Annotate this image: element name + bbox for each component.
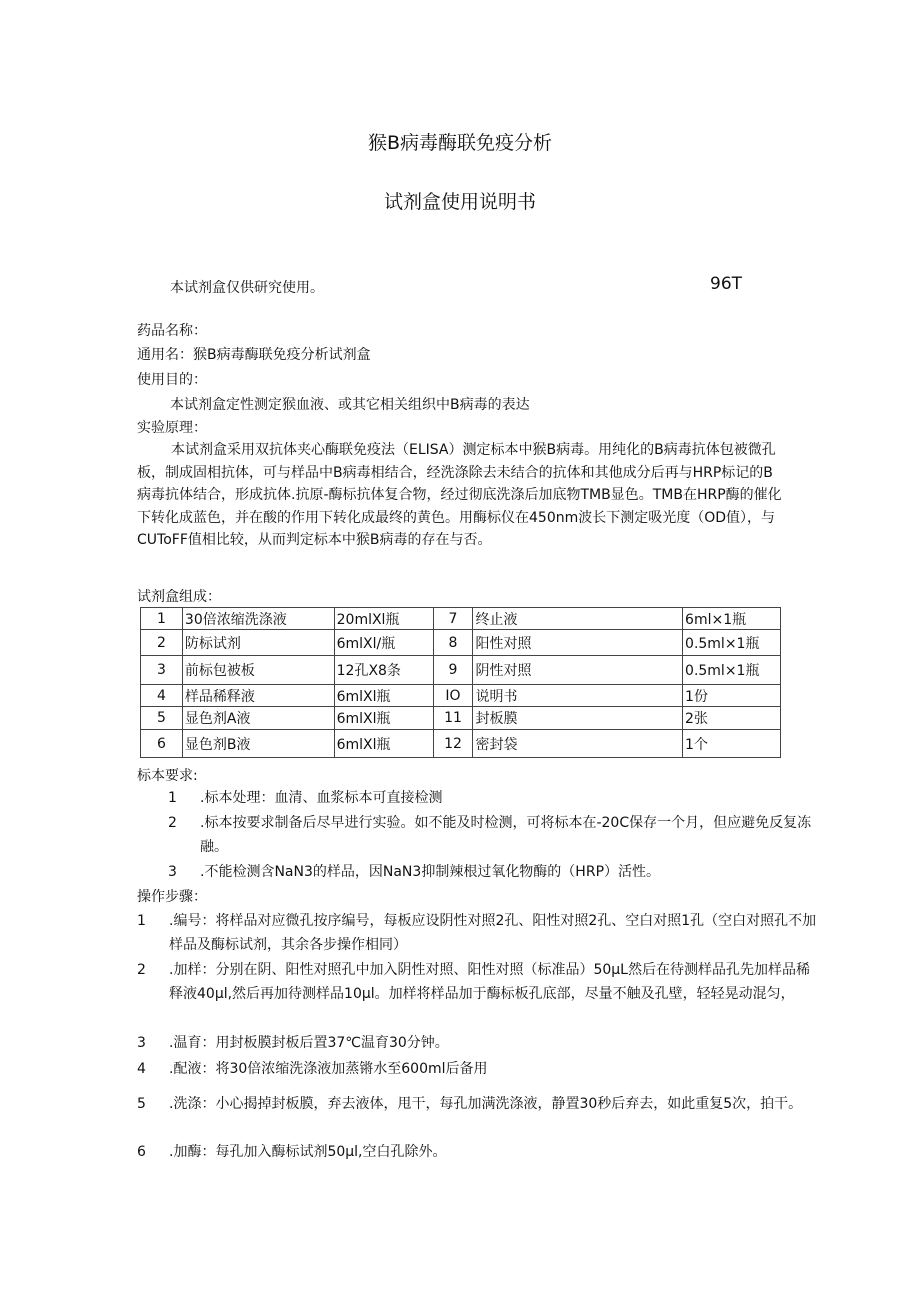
item-quantity: 20mlXl瓶 [334, 608, 433, 630]
item-quantity: 1份 [683, 685, 781, 707]
list-item [168, 860, 820, 884]
item-name: 说明书 [473, 685, 683, 707]
document-subtitle: 试剂盒使用说明书 [383, 191, 536, 213]
list-text: .加酶：每孔加入酶标试剂50μl,空白孔除外。 [169, 1144, 447, 1160]
principle-text: 本试剂盒采用双抗体夹心酶联免疫法（ELISA）测定标本中猴B病毒。用纯化的B病毒抗体包被微孔板，制成固相抗体，可与样品中B病毒相结合，经洗涤除去未结合的抗体和其他成分后再与HRP标记的B病毒抗体结合，形成抗体.抗原-酶标抗体复合物，经过彻底洗涤后加底物TMB显色。TMB在HRP酶的催化下转化成蓝色，并在酸的作用下转化成最终的黄色。用酶标仪在450nm波长下测定吸光度（OD值），与CUToFF值相比较，从而判定标本中猴B病毒的存在与否。 [137, 442, 782, 548]
item-quantity: 1个 [683, 730, 781, 758]
item-number: IO [433, 685, 473, 707]
item-name: 前标包被板 [182, 656, 334, 685]
principle-heading: 实验原理： [137, 420, 207, 436]
table-row [141, 685, 781, 707]
list-text: .洗涤：小心揭掉封板膜，弃去液体，甩干，每孔加满洗涤液，静置30秒后弃去，如此重复5次，拍干。 [169, 1096, 803, 1112]
item-quantity: 6mlXl/瓶 [334, 630, 433, 656]
item-name: 封板膜 [473, 707, 683, 730]
table-row [141, 656, 781, 685]
list-text: .加样：分别在阴、阳性对照孔中加入阴性对照、阳性对照（标准品）50μL然后在待测样品孔先加样品稀释液40μl,然后再加待测样品10μl。加样将样品加于酶标板孔底部，尽量不触及孔壁，轻轻晃动混匀， [169, 962, 810, 1002]
item-quantity: 6mlXl瓶 [334, 707, 433, 730]
list-text: .标本按要求制备后尽早进行实验。如不能及时检测，可将标本在-20C保存一个月，但应避免反复冻融。 [200, 815, 812, 855]
item-quantity: 6mlXl瓶 [334, 685, 433, 707]
list-text: .配液：将30倍浓缩洗涤液加蒸锵水至600ml后备用 [169, 1061, 488, 1077]
list-number: 1 [137, 913, 146, 929]
list-number: 2 [168, 815, 177, 831]
list-text: .温育：用封板膜封板后置37℃温育30分钟。 [169, 1035, 449, 1051]
list-number: 1 [168, 790, 177, 806]
list-text: .不能检测含NaN3的样品，因NaN3抑制辣根过氧化物酶的（HRP）活性。 [200, 864, 661, 880]
item-name: 显色剂A液 [182, 707, 334, 730]
list-item [137, 1057, 819, 1081]
list-item [137, 1092, 819, 1116]
table-row [141, 608, 781, 630]
item-number: 1 [141, 608, 183, 630]
list-item [168, 786, 820, 810]
list-item [137, 958, 819, 1006]
item-name: 终止液 [473, 608, 683, 630]
list-item [137, 1031, 819, 1055]
item-number: 7 [433, 608, 473, 630]
item-number: 11 [433, 707, 473, 730]
list-number: 2 [137, 962, 146, 978]
item-name: 显色剂B液 [182, 730, 334, 758]
item-quantity: 6mlXl瓶 [334, 730, 433, 758]
item-number: 2 [141, 630, 183, 656]
specimen-heading: 标本要求: [137, 768, 198, 784]
purpose-text: 本试剂盒定性测定猴血液、或其它相关组织中B病毒的表达 [170, 397, 530, 413]
item-quantity: 2张 [683, 707, 781, 730]
kit-components-table [140, 607, 781, 758]
table-row [141, 630, 781, 656]
list-number: 6 [137, 1144, 146, 1160]
item-number: 5 [141, 707, 183, 730]
item-number: 8 [433, 630, 473, 656]
list-text: .标本处理：血清、血浆标本可直接检测 [200, 790, 443, 806]
drug-name-text: 通用名：猴B病毒酶联免疫分析试剂盒 [137, 347, 371, 363]
item-name: 阳性对照 [473, 630, 683, 656]
item-quantity: 12孔X8条 [334, 656, 433, 685]
list-number: 3 [137, 1035, 146, 1051]
item-number: 3 [141, 656, 183, 685]
item-name: 阴性对照 [473, 656, 683, 685]
list-item [168, 811, 820, 859]
purpose-heading: 使用目的： [137, 372, 207, 388]
kit-heading: 试剂盒组成： [137, 589, 221, 605]
list-text: .编号：将样品对应微孔按序编号，每板应设阴性对照2孔、阳性对照2孔、空白对照1孔（空白对照孔不加样品及酶标试剂，其余各步操作相同） [169, 913, 817, 953]
item-quantity: 6ml×1瓶 [683, 608, 781, 630]
list-number: 3 [168, 864, 177, 880]
list-item [137, 1140, 819, 1164]
item-quantity: 0.5ml×1瓶 [683, 656, 781, 685]
table-row [141, 730, 781, 758]
item-number: 12 [433, 730, 473, 758]
item-name: 密封袋 [473, 730, 683, 758]
item-name: 防标试剂 [182, 630, 334, 656]
document-title: 猴B病毒酶联免疫分析 [367, 132, 553, 154]
item-number: 4 [141, 685, 183, 707]
spec-label: 96T [710, 274, 743, 294]
drug-name-heading: 药品名称： [137, 323, 207, 339]
list-number: 5 [137, 1096, 146, 1112]
item-number: 6 [141, 730, 183, 758]
intro-text: 本试剂盒仅供研究使用。 [170, 280, 324, 296]
list-number: 4 [137, 1061, 146, 1077]
item-name: 30倍浓缩洗涤液 [182, 608, 334, 630]
item-quantity: 0.5ml×1瓶 [683, 630, 781, 656]
item-name: 样品稀释液 [182, 685, 334, 707]
table-row [141, 707, 781, 730]
list-item [137, 909, 819, 957]
steps-heading: 操作步骤： [137, 889, 207, 905]
item-number: 9 [433, 656, 473, 685]
